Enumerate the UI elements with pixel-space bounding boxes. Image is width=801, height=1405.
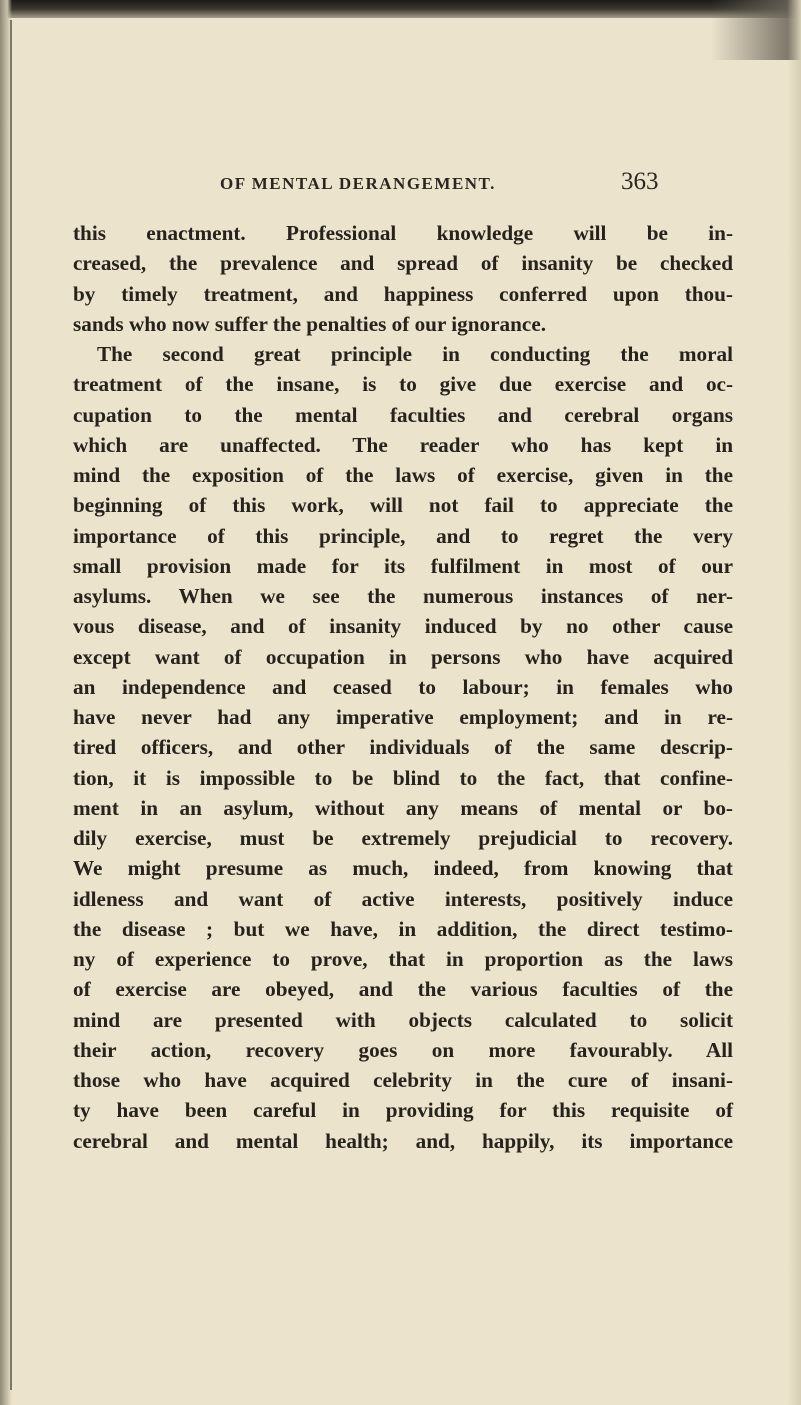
text-line: the disease ; but we have, in addition, the direct testimo- — [73, 916, 733, 941]
text-line: small provision made for its fulfilment in most of our — [73, 553, 733, 578]
text-line: ty have been careful in providing for this requisite of — [73, 1098, 733, 1123]
text-line: cerebral and mental health; and, happily, its importance — [73, 1128, 733, 1153]
text-line: sands who now suffer the penalties of our ignorance. — [73, 311, 547, 336]
text-line: their action, recovery goes on more favourably. All — [73, 1037, 733, 1062]
text-line: creased, the prevalence and spread of insanity be checked — [73, 251, 733, 276]
text-line: except want of occupation in persons who have acquired — [73, 644, 733, 669]
text-line: mind the exposition of the laws of exercise, given in the — [73, 463, 733, 487]
text-line: of exercise are obeyed, and the various faculties of the — [73, 977, 733, 1002]
body-text — [73, 218, 733, 1156]
text-line: have never had any imperative employment; and in re- — [73, 705, 733, 729]
scan-top-edge — [0, 0, 801, 18]
text-line: those who have acquired celebrity in the cure of insani- — [73, 1068, 733, 1092]
text-line: this enactment. Professional knowledge will be in- — [73, 221, 733, 245]
paragraph-first-line: The second great principle in conducting the moral — [97, 342, 733, 366]
text-line: dily exercise, must be extremely prejudicial to recovery. — [73, 826, 733, 850]
text-line: ment in an asylum, without any means of mental or bo- — [73, 795, 733, 820]
text-line: asylums. When we see the numerous instances of ner- — [73, 584, 733, 608]
text-line: idleness and want of active interests, positively induce — [73, 886, 733, 911]
text-line: mind are presented with objects calculated to solicit — [73, 1007, 733, 1032]
binding-line — [10, 20, 12, 1390]
text-line: vous disease, and of insanity induced by no other cause — [73, 614, 733, 639]
page-number: 363 — [621, 168, 659, 195]
text-line: tion, it is impossible to be blind to the fact, that confine- — [73, 765, 733, 790]
text-line: ny of experience to prove, that in proportion as the laws — [73, 947, 733, 971]
text-line: by timely treatment, and happiness conferred upon thou- — [73, 281, 733, 306]
text-line: which are unaffected. The reader who has kept in — [73, 432, 733, 457]
text-line: cupation to the mental faculties and cerebral organs — [73, 402, 733, 427]
text-line: tired officers, and other individuals of the same descrip- — [73, 735, 733, 760]
text-line: importance of this principle, and to regret the very — [73, 523, 733, 548]
text-line: treatment of the insane, is to give due exercise and oc- — [73, 372, 733, 397]
text-line: an independence and ceased to labour; in females who — [73, 674, 733, 699]
page-right-edge — [787, 0, 801, 1405]
page-header — [0, 168, 801, 208]
running-head: OF MENTAL DERANGEMENT. — [220, 174, 496, 193]
text-line: We might presume as much, indeed, from knowing that — [73, 856, 733, 881]
text-line: beginning of this work, will not fail to appreciate the — [73, 493, 733, 518]
